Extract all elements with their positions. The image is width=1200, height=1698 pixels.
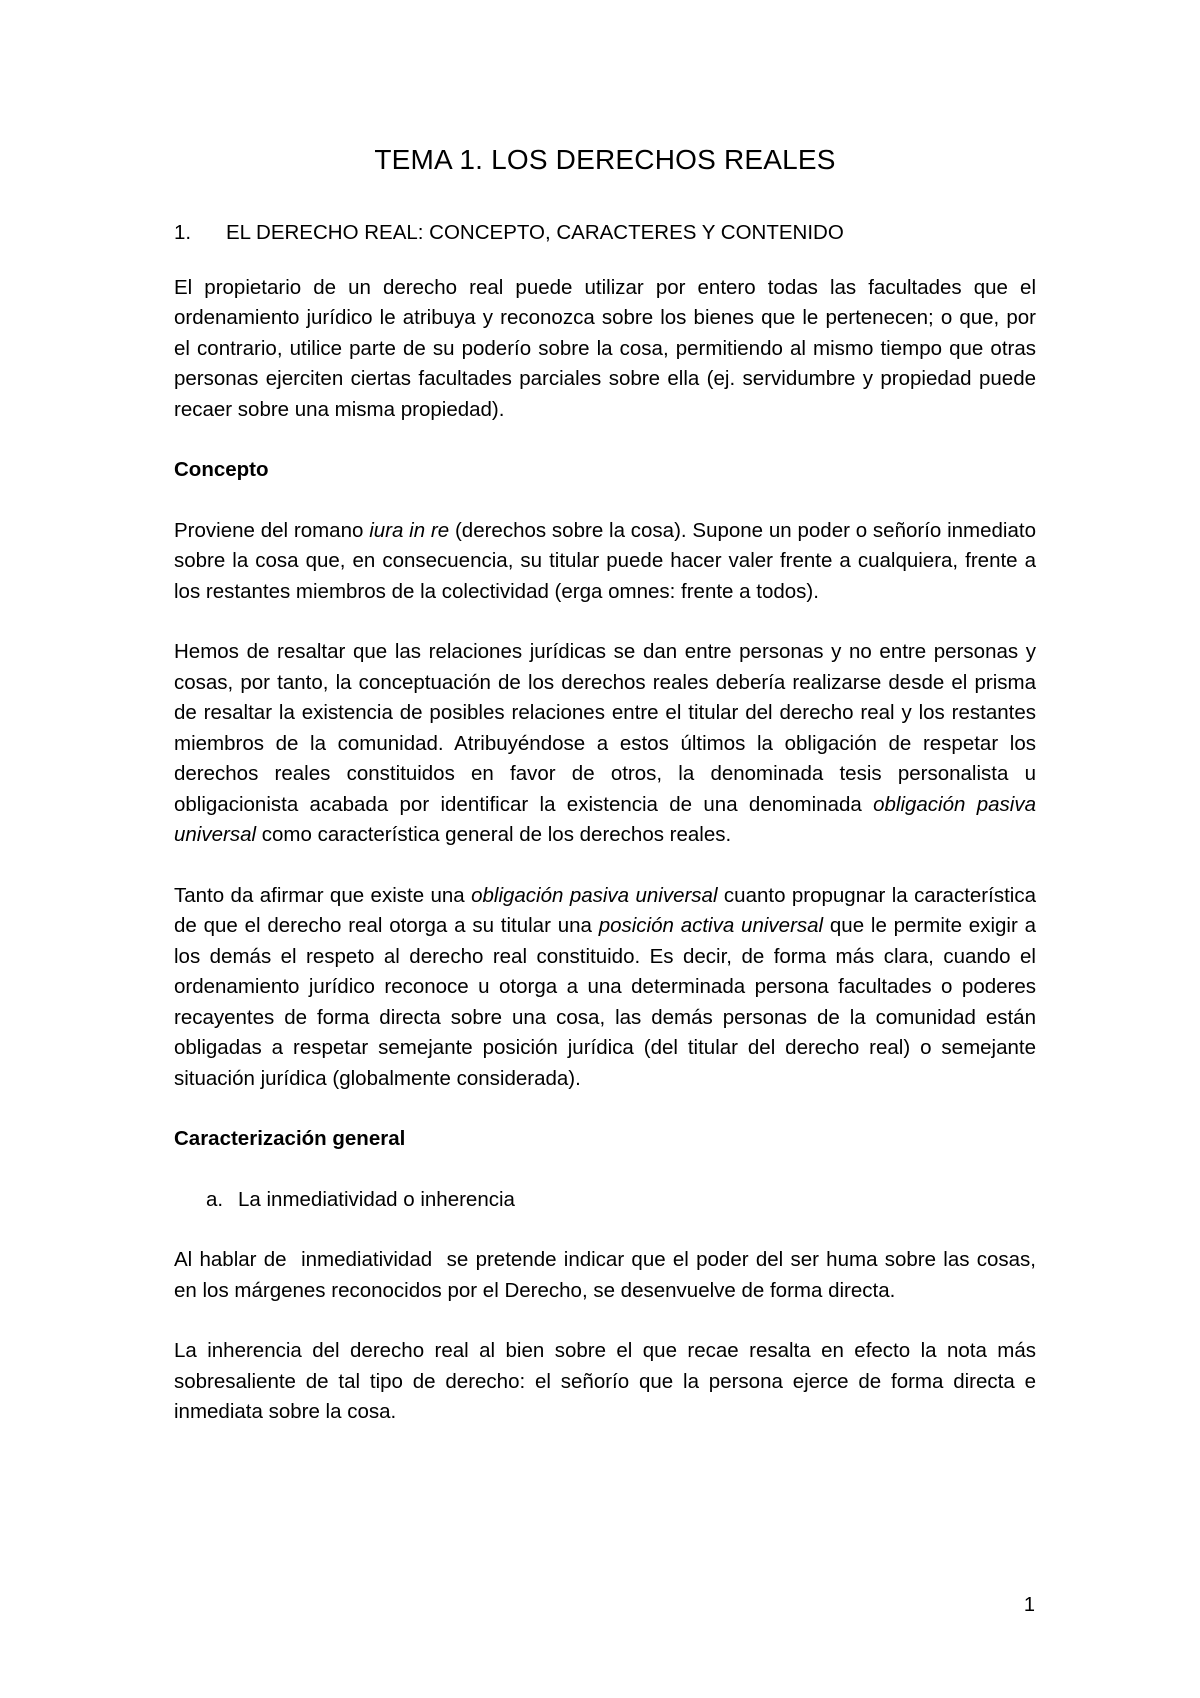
document-title: TEMA 1. LOS DERECHOS REALES (374, 144, 836, 175)
text-run: que le permite exigir a los demás el respeto al derecho real constituido. Es decir, de forma más clara, cuando el ordenamiento jurídico reconoce u otorga a una determinada persona facultades o poderes recayentes de forma directa sobre una cosa, las demás personas de la comunidad están obligadas a respetar semejante posición jurídica (del titular del derecho real) o semejante situación jurídica (globalmente considerada). (174, 914, 1036, 1090)
italic-run: obligación pasiva universal (471, 883, 718, 907)
italic-run: obligación pasiva universal (174, 792, 1036, 846)
paragraph-inmediatividad: Al hablar de inmediatividad se pretende indicar que el poder del ser huma sobre las cosas, en los márgenes reconocidos por el Derecho, se desenvuelve de forma directa. (174, 1248, 1042, 1302)
page-content (174, 140, 1042, 1458)
list-item (174, 1185, 1036, 1216)
text-run: (derechos sobre la cosa). Supone un poder o señorío inmediato sobre la cosa que, en consecuencia, su titular puede hacer valer frente a cualquiera, frente a los restantes miembros de la colectividad (erga omnes: frente a todos). (174, 518, 1036, 603)
paragraph-inherencia: La inherencia del derecho real al bien sobre el que recae resalta en efecto la nota más sobresaliente de tal tipo de derecho: el señorío que la persona ejerce de forma directa e inmediata sobre la cosa. (174, 1339, 1036, 1423)
subheading-concepto: Concepto (174, 458, 269, 481)
italic-run: posición activa universal (598, 914, 824, 937)
italic-run: iura in re (369, 518, 450, 542)
section-heading (174, 218, 1036, 249)
paragraph-concepto (174, 516, 1036, 608)
text-run: Hemos de resaltar que las relaciones jurídicas se dan entre personas y no entre personas y cosas, por tanto, la conceptuación de los derechos reales debería realizarse desde el prisma de resaltar la existencia de posibles relaciones entre el titular del derecho real y los restantes miembros de la comunidad. Atribuyéndose a estos últimos la obligación de respetar los derechos reales constituidos en favor de otros, la denominada tesis personalista u obligacionista acabada por identificar la existencia de una denominada (174, 640, 1036, 816)
subheading-caracterizacion: Caracterización general (174, 1127, 406, 1150)
page-number: 1 (1023, 1594, 1035, 1616)
section-number: 1. (174, 221, 192, 244)
paragraph-obligacion (174, 881, 1036, 1095)
text-run: Tanto da afirmar que existe una (174, 883, 472, 907)
text-run: Proviene del romano (174, 518, 370, 542)
text-run: como característica general de los derechos reales. (256, 823, 732, 846)
list-marker: a. (206, 1187, 224, 1211)
list-item-text: La inmediatividad o inherencia (238, 1187, 515, 1211)
paragraph-relaciones (174, 637, 1036, 851)
paragraph-intro: El propietario de un derecho real puede utilizar por entero todas las facultades que el ordenamiento jurídico le atribuya y reconozca sobre los bienes que le pertenecen; o que, por el contrario, utilice parte de su poderío sobre la cosa, permitiendo al mismo tiempo que otras personas ejerciten ciertas facultades parciales sobre ella (ej. servidumbre y propiedad puede recaer sobre una misma propiedad). (174, 275, 1036, 421)
section-heading-text: EL DERECHO REAL: CONCEPTO, CARACTERES Y CONTENIDO (226, 221, 844, 244)
text-run: cuanto propugnar la característica de que el derecho real otorga a su titular una (174, 883, 1036, 937)
